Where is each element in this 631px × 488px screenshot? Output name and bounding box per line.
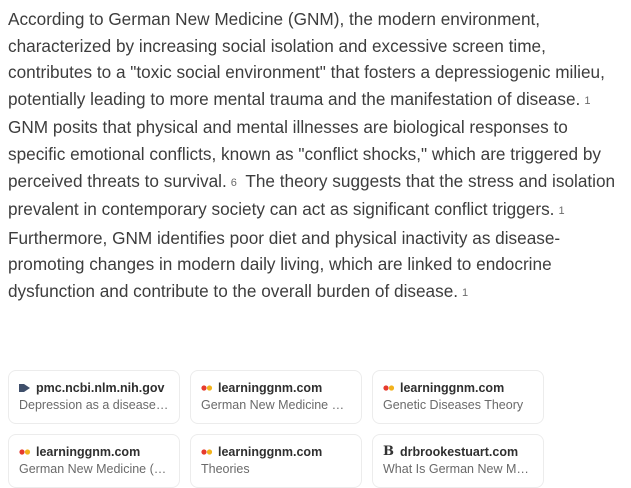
source-title: What Is German New M…	[383, 462, 529, 476]
learninggnm-icon	[19, 447, 31, 457]
source-card[interactable]	[372, 370, 544, 424]
source-title: Depression as a disease…	[19, 398, 169, 412]
source-title: Genetic Diseases Theory	[383, 398, 524, 412]
source-domain: learninggnm.com	[400, 381, 505, 395]
source-domain: pmc.ncbi.nlm.nih.gov	[36, 381, 165, 395]
source-card[interactable]	[8, 434, 180, 488]
pmc-icon	[19, 383, 31, 393]
answer-paragraph	[8, 6, 628, 307]
answer-sentence: According to German New Medicine (GNM), the modern environment, characterized by increasing social isolation and excessive screen time, contributes to a "toxic social environment" that fosters a depressiogenic milieu, potentially leading to more mental trauma and the manifestation of disease.	[8, 9, 605, 109]
learninggnm-icon	[383, 383, 395, 393]
source-card[interactable]	[190, 370, 362, 424]
source-domain: learninggnm.com	[218, 381, 323, 395]
source-title: Theories	[201, 462, 250, 476]
citation-link[interactable]: 1	[584, 94, 591, 107]
citation-link[interactable]: 6	[230, 176, 237, 189]
source-title: German New Medicine …	[201, 398, 345, 412]
source-domain: drbrookestuart.com	[400, 445, 519, 459]
source-domain: learninggnm.com	[218, 445, 323, 459]
source-card[interactable]	[190, 434, 362, 488]
source-card[interactable]	[8, 370, 180, 424]
citation-link[interactable]: 1	[462, 286, 469, 299]
citation-link[interactable]: 1	[558, 205, 565, 218]
source-domain: learninggnm.com	[36, 445, 141, 459]
learninggnm-icon	[201, 447, 213, 457]
source-title: German New Medicine (…	[19, 462, 167, 476]
drbrookestuart-icon: B	[383, 444, 394, 459]
answer-sentence: GNM posits that physical and mental illnesses are biological responses to specific emotional conflicts, known as "conflict shocks," which are triggered by perceived threats to survival.	[8, 117, 602, 191]
answer-sentence: The theory suggests that the stress and isolation prevalent in contemporary society can act as significant conflict triggers.	[8, 170, 616, 220]
source-card[interactable]	[372, 434, 544, 488]
learninggnm-icon	[201, 383, 213, 393]
answer-sentence: Furthermore, GNM identifies poor diet and physical inactivity as disease-promoting changes in modern daily living, which are linked to endocrine dysfunction and contribute to the overall burden of disease.	[8, 227, 561, 301]
